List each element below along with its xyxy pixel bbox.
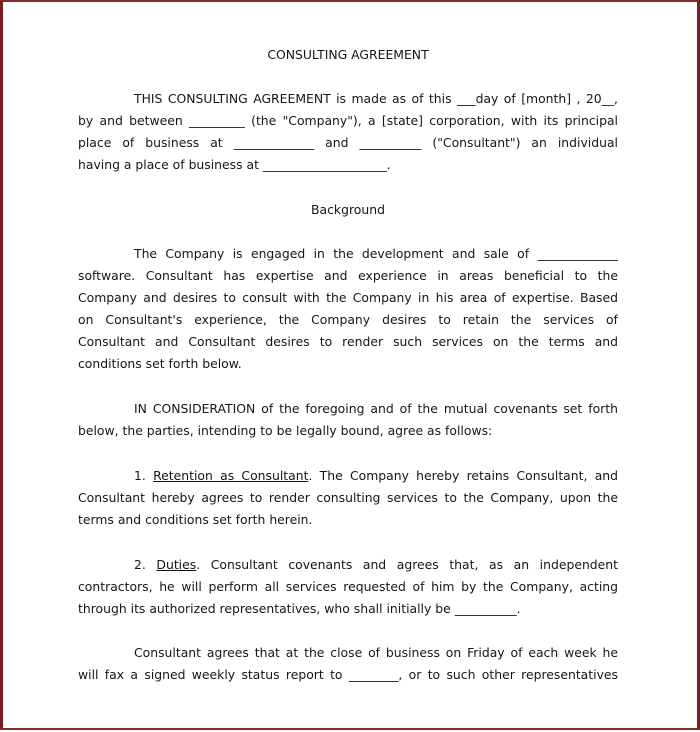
section-2-first-line <box>78 554 618 576</box>
background-heading: Background <box>311 202 385 217</box>
reporting-line: will fax a signed weekly status report to ________, or to such other representatives <box>78 667 618 682</box>
intro-line: THIS CONSULTING AGREEMENT is made as of this ___day of [month] , 20__, <box>134 91 618 106</box>
section-1-heading: Retention as Consultant <box>153 468 309 483</box>
reporting-line: Consultant agrees that at the close of business on Friday of each week he <box>134 645 618 660</box>
intro-line: place of business at _____________ and __________ ("Consultant") an individual <box>78 135 618 150</box>
consideration-line: IN CONSIDERATION of the foregoing and of the mutual covenants set forth <box>134 401 618 416</box>
section-2-first-line-rest: . Consultant covenants and agrees that, as an independent <box>196 557 618 572</box>
intro-line: having a place of business at ____________________. <box>78 157 391 172</box>
background-paragraph <box>78 243 618 375</box>
section-2-line: through its authorized representatives, who shall initially be __________. <box>78 601 521 616</box>
background-line: The Company is engaged in the development and sale of _____________ <box>134 246 618 261</box>
background-line: on Consultant's experience, the Company desires to retain the services of <box>78 312 618 327</box>
intro-paragraph <box>78 88 618 176</box>
section-1-retention <box>78 465 618 531</box>
section-1-first-line-rest: . The Company hereby retains Consultant, and <box>308 468 618 483</box>
section-1-line: Consultant hereby agrees to render consulting services to the Company, upon the <box>78 490 618 505</box>
section-1-number: 1. <box>134 468 154 483</box>
consideration-paragraph <box>78 398 618 442</box>
document-title: CONSULTING AGREEMENT <box>267 47 429 62</box>
document-page <box>78 2 618 732</box>
section-1-line: terms and conditions set forth herein. <box>78 512 313 527</box>
background-line: Company and desires to consult with the Company in his area of expertise. Based <box>78 290 618 305</box>
section-1-first-line <box>78 465 618 487</box>
section-2-line: contractors, he will perform all services requested of him by the Company, acting <box>78 579 618 594</box>
background-line: Consultant and Consultant desires to render such services on the terms and <box>78 334 618 349</box>
section-2-duties <box>78 554 618 620</box>
consideration-line: below, the parties, intending to be legally bound, agree as follows: <box>78 423 493 438</box>
section-2-heading: Duties <box>156 557 197 572</box>
intro-line: by and between _________ (the "Company"), a [state] corporation, with its principal <box>78 113 618 128</box>
reporting-paragraph <box>78 642 618 686</box>
background-line: software. Consultant has expertise and experience in areas beneficial to the <box>78 268 618 283</box>
section-2-number: 2. <box>134 557 157 572</box>
background-line: conditions set forth below. <box>78 356 242 371</box>
